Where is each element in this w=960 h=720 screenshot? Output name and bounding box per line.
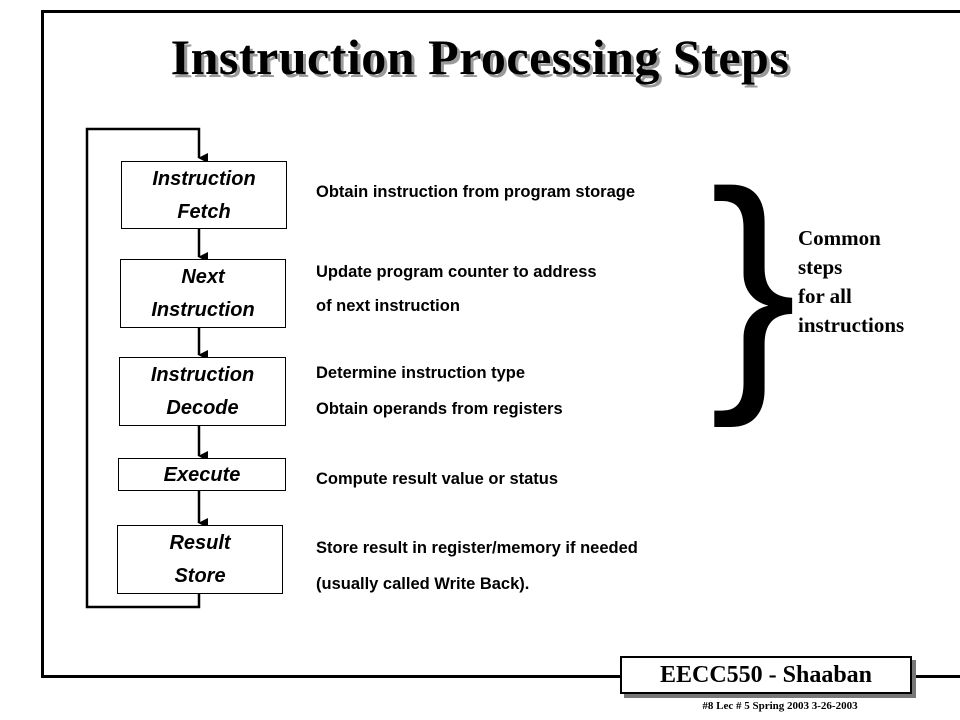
step-result-store bbox=[117, 525, 283, 594]
step-label-line2: Decode bbox=[166, 397, 239, 420]
curly-brace: } bbox=[710, 139, 797, 429]
step-label-line1: Instruction bbox=[150, 363, 255, 386]
step-label-line1: Execute bbox=[163, 463, 241, 486]
desc-store-2: (usually called Write Back). bbox=[316, 575, 530, 593]
common-label-line: Common bbox=[798, 226, 881, 250]
common-label-line: steps bbox=[798, 255, 843, 279]
step-label-line2: Instruction bbox=[151, 299, 255, 322]
step-instruction-fetch bbox=[121, 161, 287, 229]
desc-fetch: Obtain instruction from program storage bbox=[316, 183, 636, 201]
common-steps-label bbox=[798, 224, 904, 340]
desc-decode-1: Determine instruction type bbox=[316, 364, 526, 382]
step-label-line1: Result bbox=[169, 531, 231, 554]
desc-store-1: Store result in register/memory if needed bbox=[316, 539, 638, 557]
step-label-line1: Instruction bbox=[152, 167, 256, 190]
slide-info: #8 Lec # 5 Spring 2003 3-26-2003 bbox=[702, 700, 858, 712]
desc-execute: Compute result value or status bbox=[316, 470, 559, 488]
step-label-line1: Next bbox=[181, 265, 225, 288]
step-instruction-decode bbox=[119, 357, 286, 426]
common-label-line: for all bbox=[798, 284, 852, 308]
desc-next-2: of next instruction bbox=[316, 297, 460, 315]
desc-next-1: Update program counter to address bbox=[316, 263, 597, 281]
common-label-line: instructions bbox=[798, 313, 905, 337]
step-next-instruction bbox=[120, 259, 286, 328]
course-footer bbox=[620, 656, 912, 694]
course-name: EECC550 - Shaaban bbox=[659, 661, 873, 688]
slide-title: Instruction Processing Steps bbox=[170, 29, 790, 85]
step-label-line2: Store bbox=[174, 565, 226, 588]
desc-decode-2: Obtain operands from registers bbox=[316, 400, 563, 418]
step-execute bbox=[118, 458, 286, 491]
step-label-line2: Fetch bbox=[177, 200, 231, 223]
